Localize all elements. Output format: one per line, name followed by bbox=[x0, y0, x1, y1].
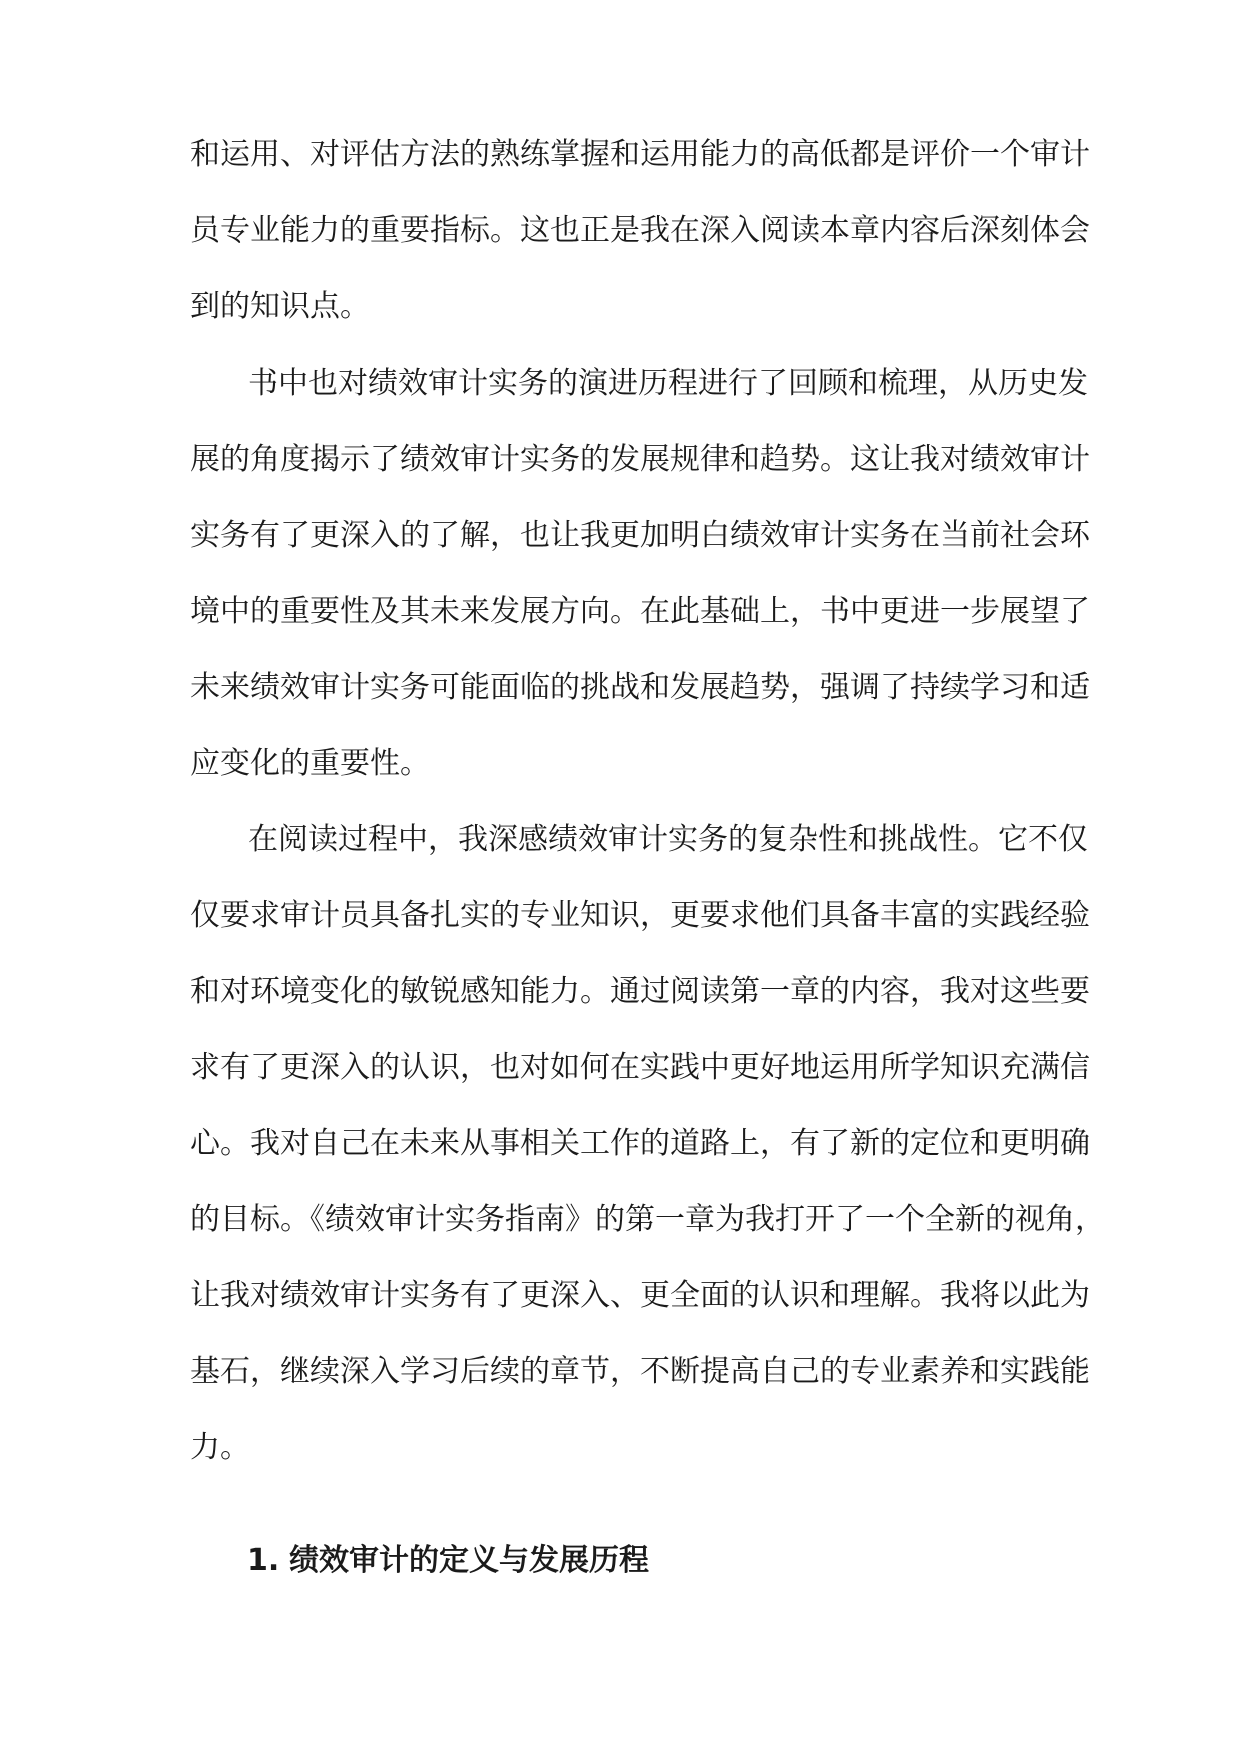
paragraph-line: 到的知识点。 bbox=[190, 289, 370, 324]
paragraph-line: 实务有了更深入的了解，也让我更加明白绩效审计实务在当前社会环 bbox=[190, 518, 1090, 553]
paragraph-line: 心。我对自己在未来从事相关工作的道路上，有了新的定位和更明确 bbox=[190, 1126, 1090, 1161]
paragraph-line: 力。 bbox=[190, 1430, 250, 1465]
paragraph-line: 和运用、对评估方法的熟练掌握和运用能力的高低都是评价一个审计 bbox=[190, 137, 1090, 172]
paragraph-line: 基石，继续深入学习后续的章节，不断提高自己的专业素养和实践能 bbox=[190, 1354, 1090, 1389]
paragraph-line: 书中也对绩效审计实务的演进历程进行了回顾和梳理，从历史发 bbox=[248, 366, 1088, 401]
paragraph-line: 员专业能力的重要指标。这也正是我在深入阅读本章内容后深刻体会 bbox=[190, 213, 1090, 248]
paragraph-line: 仅要求审计员具备扎实的专业知识，更要求他们具备丰富的实践经验 bbox=[190, 898, 1090, 933]
paragraph-line: 求有了更深入的认识，也对如何在实践中更好地运用所学知识充满信 bbox=[190, 1050, 1090, 1085]
paragraph-line: 境中的重要性及其未来发展方向。在此基础上，书中更进一步展望了 bbox=[190, 594, 1090, 629]
paragraph-line: 的目标。《绩效审计实务指南》的第一章为我打开了一个全新的视角， bbox=[190, 1202, 1105, 1237]
paragraph-line: 在阅读过程中，我深感绩效审计实务的复杂性和挑战性。它不仅 bbox=[248, 822, 1088, 857]
paragraph-line: 应变化的重要性。 bbox=[190, 746, 430, 781]
paragraph-line: 让我对绩效审计实务有了更深入、更全面的认识和理解。我将以此为 bbox=[190, 1278, 1090, 1313]
section-heading-title: 绩效审计的定义与发展历程 bbox=[289, 1543, 649, 1578]
paragraph-line: 未来绩效审计实务可能面临的挑战和发展趋势，强调了持续学习和适 bbox=[190, 670, 1090, 705]
paragraph-line: 展的角度揭示了绩效审计实务的发展规律和趋势。这让我对绩效审计 bbox=[190, 442, 1090, 477]
section-heading-number: 1. bbox=[247, 1543, 280, 1578]
section-heading bbox=[247, 1536, 649, 1586]
paragraph-line: 和对环境变化的敏锐感知能力。通过阅读第一章的内容，我对这些要 bbox=[190, 974, 1090, 1009]
